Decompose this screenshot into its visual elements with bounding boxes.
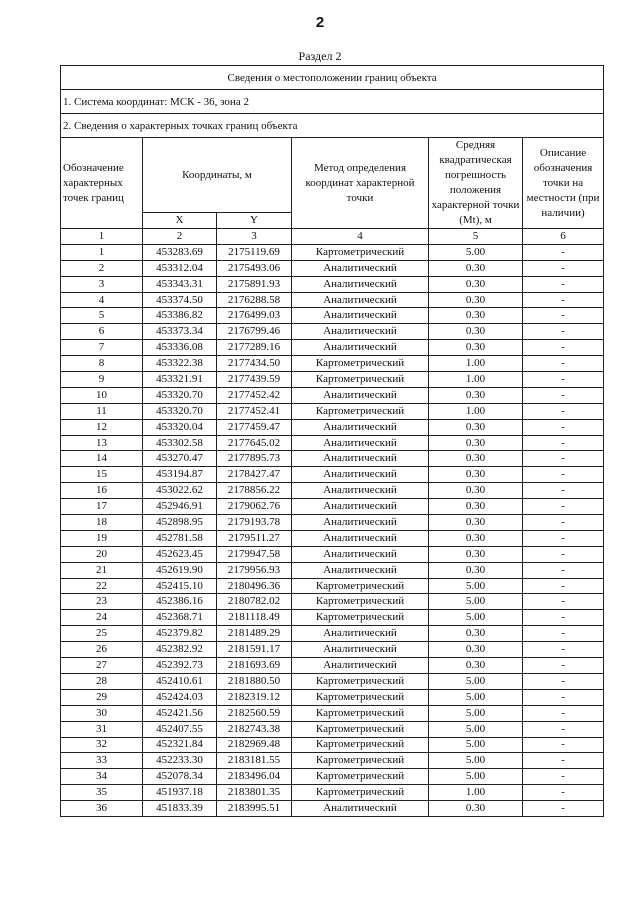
method-cell: Аналитический [292, 387, 429, 403]
coord-x-cell: 453320.70 [143, 403, 217, 419]
coord-y-cell: 2179062.76 [217, 499, 292, 515]
point-number-cell: 30 [61, 705, 143, 721]
column-number: 3 [217, 229, 292, 245]
error-mt-cell: 0.30 [429, 642, 523, 658]
method-cell: Картометрический [292, 244, 429, 260]
table-row [61, 499, 604, 515]
error-mt-cell: 0.30 [429, 451, 523, 467]
description-cell: - [523, 467, 604, 483]
error-mt-cell: 1.00 [429, 403, 523, 419]
table-row [61, 483, 604, 499]
coord-y-cell: 2181489.29 [217, 626, 292, 642]
method-cell: Аналитический [292, 499, 429, 515]
point-number-cell: 21 [61, 562, 143, 578]
coord-x-cell: 451937.18 [143, 785, 217, 801]
method-cell: Аналитический [292, 562, 429, 578]
method-cell: Картометрический [292, 705, 429, 721]
error-mt-cell: 5.00 [429, 721, 523, 737]
error-mt-cell: 0.30 [429, 276, 523, 292]
header-x: X [143, 213, 217, 229]
error-mt-cell: 5.00 [429, 610, 523, 626]
method-cell: Аналитический [292, 483, 429, 499]
table-row [61, 403, 604, 419]
description-cell: - [523, 673, 604, 689]
table-row [61, 387, 604, 403]
coord-x-cell: 452233.30 [143, 753, 217, 769]
method-cell: Аналитический [292, 435, 429, 451]
point-number-cell: 4 [61, 292, 143, 308]
point-number-cell: 28 [61, 673, 143, 689]
header-coordinates: Координаты, м [143, 138, 292, 213]
description-cell: - [523, 785, 604, 801]
description-cell: - [523, 610, 604, 626]
method-cell: Аналитический [292, 530, 429, 546]
point-number-cell: 16 [61, 483, 143, 499]
table-row [61, 642, 604, 658]
table-row [61, 801, 604, 817]
coord-y-cell: 2177434.50 [217, 356, 292, 372]
description-cell: - [523, 292, 604, 308]
coord-x-cell: 453302.58 [143, 435, 217, 451]
error-mt-cell: 0.30 [429, 340, 523, 356]
description-cell: - [523, 658, 604, 674]
method-cell: Аналитический [292, 546, 429, 562]
point-number-cell: 26 [61, 642, 143, 658]
method-cell: Картометрический [292, 689, 429, 705]
table-row [61, 737, 604, 753]
column-number: 6 [523, 229, 604, 245]
method-cell: Картометрический [292, 721, 429, 737]
coord-y-cell: 2182969.48 [217, 737, 292, 753]
points-title: 2. Сведения о характерных точках границ объекта [61, 114, 604, 138]
coord-y-cell: 2175119.69 [217, 244, 292, 260]
error-mt-cell: 0.30 [429, 499, 523, 515]
table-row [61, 705, 604, 721]
point-number-cell: 9 [61, 372, 143, 388]
coord-x-cell: 451833.39 [143, 801, 217, 817]
coord-x-cell: 453283.69 [143, 244, 217, 260]
coord-x-cell: 452623.45 [143, 546, 217, 562]
point-number-cell: 20 [61, 546, 143, 562]
method-cell: Аналитический [292, 801, 429, 817]
coord-y-cell: 2177452.41 [217, 403, 292, 419]
coord-x-cell: 452424.03 [143, 689, 217, 705]
coord-x-cell: 453373.34 [143, 324, 217, 340]
method-cell: Аналитический [292, 292, 429, 308]
point-number-cell: 12 [61, 419, 143, 435]
table-title: Сведения о местоположении границ объекта [61, 66, 604, 90]
coord-y-cell: 2179947.58 [217, 546, 292, 562]
table-row [61, 276, 604, 292]
point-number-cell: 17 [61, 499, 143, 515]
coord-x-cell: 452781.58 [143, 530, 217, 546]
point-number-cell: 23 [61, 594, 143, 610]
coord-y-cell: 2182743.38 [217, 721, 292, 737]
header-y: Y [217, 213, 292, 229]
coord-x-cell: 452321.84 [143, 737, 217, 753]
method-cell: Картометрический [292, 356, 429, 372]
error-mt-cell: 0.30 [429, 435, 523, 451]
description-cell: - [523, 721, 604, 737]
point-number-cell: 11 [61, 403, 143, 419]
description-cell: - [523, 801, 604, 817]
description-cell: - [523, 705, 604, 721]
description-cell: - [523, 403, 604, 419]
description-cell: - [523, 562, 604, 578]
coord-y-cell: 2175891.93 [217, 276, 292, 292]
description-cell: - [523, 356, 604, 372]
point-number-cell: 36 [61, 801, 143, 817]
description-cell: - [523, 578, 604, 594]
coord-y-cell: 2177459.47 [217, 419, 292, 435]
error-mt-cell: 5.00 [429, 753, 523, 769]
point-number-cell: 24 [61, 610, 143, 626]
coord-x-cell: 452386.16 [143, 594, 217, 610]
table-row [61, 546, 604, 562]
error-mt-cell: 0.30 [429, 419, 523, 435]
table-body [61, 229, 604, 817]
description-cell: - [523, 737, 604, 753]
method-cell: Картометрический [292, 578, 429, 594]
table-row [61, 292, 604, 308]
error-mt-cell: 5.00 [429, 244, 523, 260]
method-cell: Картометрический [292, 594, 429, 610]
coord-x-cell: 452946.91 [143, 499, 217, 515]
point-number-cell: 25 [61, 626, 143, 642]
point-number-cell: 19 [61, 530, 143, 546]
table-row [61, 340, 604, 356]
method-cell: Аналитический [292, 324, 429, 340]
table-row [61, 324, 604, 340]
description-cell: - [523, 308, 604, 324]
method-cell: Картометрический [292, 673, 429, 689]
header-description: Описание обозначения точки на местности (при наличии) [523, 138, 604, 229]
coord-x-cell: 453336.08 [143, 340, 217, 356]
coord-x-cell: 453320.70 [143, 387, 217, 403]
coordinate-system: 1. Система координат: МСК - 36, зона 2 [61, 90, 604, 114]
boundary-points-table [60, 65, 604, 817]
error-mt-cell: 0.30 [429, 260, 523, 276]
description-cell: - [523, 530, 604, 546]
coord-x-cell: 452619.90 [143, 562, 217, 578]
table-row [61, 451, 604, 467]
error-mt-cell: 1.00 [429, 785, 523, 801]
method-cell: Картометрический [292, 372, 429, 388]
coord-x-cell: 453194.87 [143, 467, 217, 483]
table-row [61, 626, 604, 642]
description-cell: - [523, 689, 604, 705]
coord-y-cell: 2183496.04 [217, 769, 292, 785]
error-mt-cell: 0.30 [429, 387, 523, 403]
method-cell: Аналитический [292, 276, 429, 292]
description-cell: - [523, 753, 604, 769]
coord-y-cell: 2183801.35 [217, 785, 292, 801]
coord-y-cell: 2177895.73 [217, 451, 292, 467]
column-number: 2 [143, 229, 217, 245]
coord-y-cell: 2177452.42 [217, 387, 292, 403]
method-cell: Аналитический [292, 340, 429, 356]
table-row [61, 562, 604, 578]
coord-y-cell: 2181880.50 [217, 673, 292, 689]
method-cell: Аналитический [292, 626, 429, 642]
method-cell: Аналитический [292, 419, 429, 435]
coord-x-cell: 453374.50 [143, 292, 217, 308]
method-cell: Аналитический [292, 451, 429, 467]
table-row [61, 689, 604, 705]
table-header [61, 66, 604, 229]
method-cell: Аналитический [292, 260, 429, 276]
coord-y-cell: 2178856.22 [217, 483, 292, 499]
header-point-designation: Обозначение характерных точек границ [61, 138, 143, 229]
error-mt-cell: 5.00 [429, 578, 523, 594]
description-cell: - [523, 769, 604, 785]
error-mt-cell: 1.00 [429, 372, 523, 388]
point-number-cell: 32 [61, 737, 143, 753]
description-cell: - [523, 594, 604, 610]
point-number-cell: 14 [61, 451, 143, 467]
table-row [61, 260, 604, 276]
coord-y-cell: 2175493.06 [217, 260, 292, 276]
point-number-cell: 22 [61, 578, 143, 594]
error-mt-cell: 0.30 [429, 530, 523, 546]
column-number: 4 [292, 229, 429, 245]
point-number-cell: 13 [61, 435, 143, 451]
error-mt-cell: 0.30 [429, 626, 523, 642]
error-mt-cell: 5.00 [429, 673, 523, 689]
method-cell: Картометрический [292, 769, 429, 785]
coord-x-cell: 453270.47 [143, 451, 217, 467]
error-mt-cell: 0.30 [429, 801, 523, 817]
table-row [61, 785, 604, 801]
coord-y-cell: 2178427.47 [217, 467, 292, 483]
error-mt-cell: 0.30 [429, 515, 523, 531]
coord-y-cell: 2177645.02 [217, 435, 292, 451]
point-number-cell: 8 [61, 356, 143, 372]
coord-x-cell: 452898.95 [143, 515, 217, 531]
table-row [61, 753, 604, 769]
table-row [61, 244, 604, 260]
coord-x-cell: 452415.10 [143, 578, 217, 594]
description-cell: - [523, 244, 604, 260]
point-number-cell: 18 [61, 515, 143, 531]
method-cell: Аналитический [292, 308, 429, 324]
point-number-cell: 15 [61, 467, 143, 483]
method-cell: Аналитический [292, 515, 429, 531]
error-mt-cell: 0.30 [429, 562, 523, 578]
table-row [61, 578, 604, 594]
description-cell: - [523, 546, 604, 562]
description-cell: - [523, 483, 604, 499]
coord-x-cell: 453343.31 [143, 276, 217, 292]
description-cell: - [523, 435, 604, 451]
coord-x-cell: 452421.56 [143, 705, 217, 721]
method-cell: Аналитический [292, 642, 429, 658]
coord-y-cell: 2179193.78 [217, 515, 292, 531]
coord-y-cell: 2183995.51 [217, 801, 292, 817]
description-cell: - [523, 276, 604, 292]
description-cell: - [523, 372, 604, 388]
error-mt-cell: 5.00 [429, 689, 523, 705]
coord-x-cell: 453321.91 [143, 372, 217, 388]
coord-x-cell: 452410.61 [143, 673, 217, 689]
point-number-cell: 10 [61, 387, 143, 403]
error-mt-cell: 0.30 [429, 546, 523, 562]
table-row [61, 673, 604, 689]
description-cell: - [523, 451, 604, 467]
coord-x-cell: 453386.82 [143, 308, 217, 324]
header-error: Средняя квадратическая погрешность положения характерной точки (Mt), м [429, 138, 523, 229]
column-numbers-row [61, 229, 604, 245]
coord-x-cell: 453312.04 [143, 260, 217, 276]
coord-x-cell: 452392.73 [143, 658, 217, 674]
coord-y-cell: 2179511.27 [217, 530, 292, 546]
error-mt-cell: 5.00 [429, 769, 523, 785]
section-title: Раздел 2 [298, 49, 342, 63]
error-mt-cell: 5.00 [429, 737, 523, 753]
coord-y-cell: 2182319.12 [217, 689, 292, 705]
error-mt-cell: 0.30 [429, 483, 523, 499]
table-row [61, 515, 604, 531]
column-number: 5 [429, 229, 523, 245]
point-number-cell: 2 [61, 260, 143, 276]
error-mt-cell: 0.30 [429, 324, 523, 340]
description-cell: - [523, 499, 604, 515]
error-mt-cell: 0.30 [429, 308, 523, 324]
table-row [61, 594, 604, 610]
description-cell: - [523, 419, 604, 435]
description-cell: - [523, 387, 604, 403]
coord-y-cell: 2176499.03 [217, 308, 292, 324]
coord-y-cell: 2177439.59 [217, 372, 292, 388]
error-mt-cell: 1.00 [429, 356, 523, 372]
method-cell: Картометрический [292, 610, 429, 626]
error-mt-cell: 0.30 [429, 292, 523, 308]
coord-x-cell: 452368.71 [143, 610, 217, 626]
coord-y-cell: 2180782.02 [217, 594, 292, 610]
method-cell: Картометрический [292, 785, 429, 801]
point-number-cell: 1 [61, 244, 143, 260]
coord-y-cell: 2176288.58 [217, 292, 292, 308]
table-row [61, 769, 604, 785]
coord-x-cell: 452379.82 [143, 626, 217, 642]
coord-x-cell: 453022.62 [143, 483, 217, 499]
method-cell: Картометрический [292, 403, 429, 419]
description-cell: - [523, 515, 604, 531]
coord-x-cell: 452407.55 [143, 721, 217, 737]
error-mt-cell: 0.30 [429, 467, 523, 483]
table-row [61, 372, 604, 388]
coord-y-cell: 2176799.46 [217, 324, 292, 340]
page-number: 2 [315, 14, 325, 31]
header-method: Метод определения координат характерной точки [292, 138, 429, 229]
column-number: 1 [61, 229, 143, 245]
coord-y-cell: 2179956.93 [217, 562, 292, 578]
method-cell: Аналитический [292, 658, 429, 674]
table-row [61, 610, 604, 626]
table-row [61, 356, 604, 372]
point-number-cell: 31 [61, 721, 143, 737]
point-number-cell: 5 [61, 308, 143, 324]
coord-x-cell: 452078.34 [143, 769, 217, 785]
coord-y-cell: 2181693.69 [217, 658, 292, 674]
point-number-cell: 29 [61, 689, 143, 705]
point-number-cell: 27 [61, 658, 143, 674]
table-row [61, 308, 604, 324]
table-row [61, 467, 604, 483]
point-number-cell: 3 [61, 276, 143, 292]
point-number-cell: 34 [61, 769, 143, 785]
description-cell: - [523, 340, 604, 356]
coord-y-cell: 2181118.49 [217, 610, 292, 626]
coord-x-cell: 452382.92 [143, 642, 217, 658]
description-cell: - [523, 260, 604, 276]
point-number-cell: 6 [61, 324, 143, 340]
error-mt-cell: 0.30 [429, 658, 523, 674]
method-cell: Аналитический [292, 467, 429, 483]
coord-x-cell: 453322.38 [143, 356, 217, 372]
coord-y-cell: 2182560.59 [217, 705, 292, 721]
coord-y-cell: 2180496.36 [217, 578, 292, 594]
point-number-cell: 7 [61, 340, 143, 356]
coord-y-cell: 2177289.16 [217, 340, 292, 356]
coord-x-cell: 453320.04 [143, 419, 217, 435]
error-mt-cell: 5.00 [429, 594, 523, 610]
coord-y-cell: 2181591.17 [217, 642, 292, 658]
coord-y-cell: 2183181.55 [217, 753, 292, 769]
description-cell: - [523, 642, 604, 658]
description-cell: - [523, 626, 604, 642]
table-row [61, 419, 604, 435]
point-number-cell: 35 [61, 785, 143, 801]
error-mt-cell: 5.00 [429, 705, 523, 721]
table-row [61, 435, 604, 451]
table-row [61, 530, 604, 546]
method-cell: Картометрический [292, 737, 429, 753]
description-cell: - [523, 324, 604, 340]
table-row [61, 721, 604, 737]
table-row [61, 658, 604, 674]
method-cell: Картометрический [292, 753, 429, 769]
point-number-cell: 33 [61, 753, 143, 769]
